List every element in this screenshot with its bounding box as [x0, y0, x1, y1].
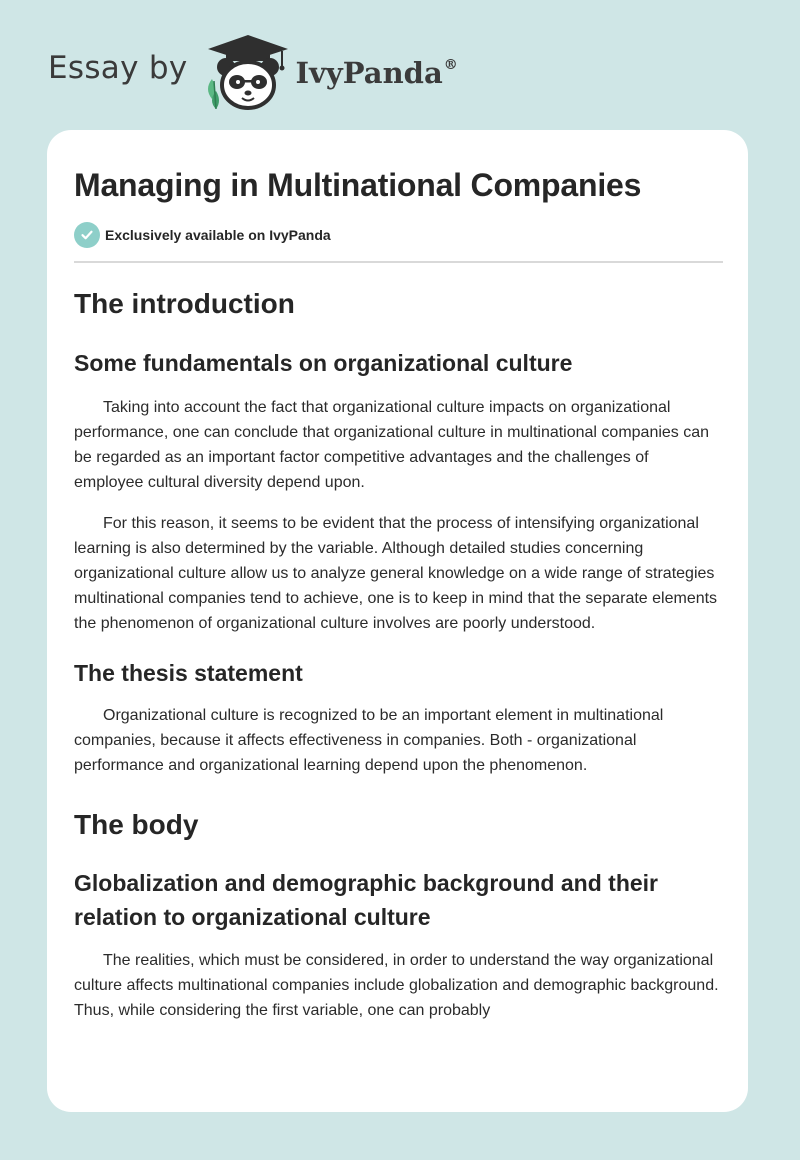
registered-mark: ® [443, 57, 458, 73]
brand-name [296, 56, 458, 90]
essay-card [47, 130, 748, 1112]
essay-content [47, 130, 748, 1023]
subsection-heading-globalization: Globalization and demographic background and their relation to organizational culture [74, 870, 658, 930]
title-divider [74, 261, 723, 263]
section-heading-introduction: The introduction [74, 288, 295, 319]
paragraph: For this reason, it seems to be evident that the process of intensifying organizational learning is also determined by the variable. Although detailed studies concerning organizational culture allow us to analyze general knowledge on a wide range of strategies multinational companies tend to achieve, one is to keep in mind that the separate elements the phenomenon of organizational culture involves are poorly understood. [74, 515, 718, 632]
subsection-heading-thesis: The thesis statement [74, 660, 303, 686]
paragraph: Organizational culture is recognized to be an important element in multinational companies, because it affects effectiveness in companies. Both - organizational performance and organizational learning depend upon the phenomenon. [74, 707, 664, 774]
paragraph: The realities, which must be considered, in order to understand the way organizational culture affects multinational companies include globalization and demographic background. Thus, while considering the first variable, one can probably [74, 952, 719, 1019]
brand-header[interactable] [48, 32, 458, 112]
brand-name-text: IvyPanda [295, 56, 443, 90]
subsection-heading-fundamentals: Some fundamentals on organizational culture [74, 350, 573, 376]
brand-prefix: Essay by [48, 50, 188, 86]
exclusive-badge [74, 221, 721, 249]
panda-graduate-logo-icon [202, 33, 294, 111]
paragraph: Taking into account the fact that organizational culture impacts on organizational performance, one can conclude that organizational culture in multinational companies can be regarded as an important factor competitive advantages and the challenges of employee cultural diversity depend upon. [74, 399, 710, 491]
essay-title: Managing in Multinational Companies [74, 167, 642, 203]
section-heading-body: The body [74, 809, 199, 840]
checkmark-badge-icon [74, 222, 100, 248]
exclusive-label: Exclusively available on IvyPanda [105, 227, 331, 243]
